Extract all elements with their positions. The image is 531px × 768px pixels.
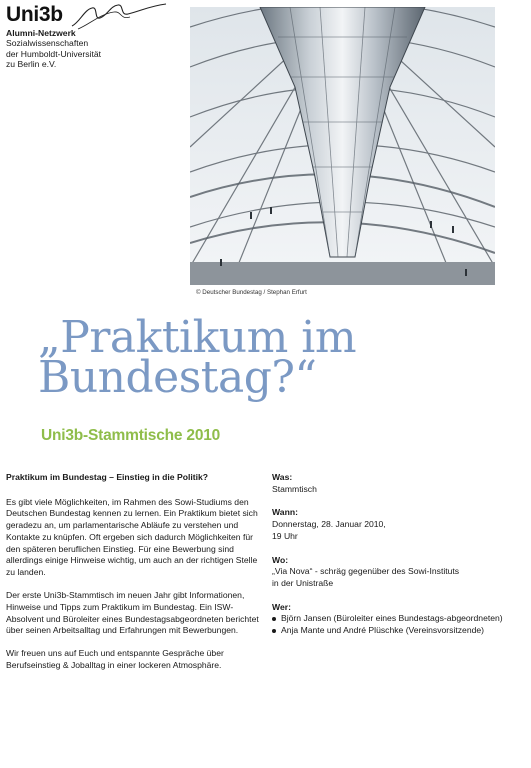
dome-illustration [190, 7, 495, 285]
photo-credit: © Deutscher Bundestag / Stephan Erfurt [196, 289, 307, 296]
description-paragraph: Wir freuen uns auf Euch und entspannte Gespräche über Berufseinstieg & Joballtag in einer lockeren Atmosphäre. [6, 648, 224, 671]
description-column [6, 472, 264, 683]
when-label: Wann: [272, 507, 298, 518]
description-heading: Praktikum im Bundestag – Einstieg in die Politik? [6, 472, 208, 482]
logo-line-alumni: Alumni-Netzwerk [6, 28, 76, 38]
who-block [272, 602, 527, 637]
speaker-item [272, 613, 527, 625]
logo-brand: Uni3b [6, 3, 63, 26]
when-block [272, 507, 527, 542]
logo-line-sowi: Sozialwissenschaften [6, 38, 89, 49]
title-line-2: Bundestag?“ [38, 352, 317, 403]
where-venue: „Via Nova“ - schräg gegenüber des Sowi-Instituts [272, 566, 460, 577]
speaker-text: Anja Mante und André Plüschke (Vereinsvorsitzende) [281, 625, 485, 636]
when-date: Donnerstag, 28. Januar 2010, [272, 519, 386, 530]
where-block [272, 555, 527, 590]
speaker-text: Björn Jansen (Büroleiter eines Bundestags-abgeordneten) [281, 613, 503, 624]
description-paragraph: Es gibt viele Möglichkeiten, im Rahmen des Sowi-Studiums den Deutschen Bundestag kennen zu lernen. Ein Praktikum bietet sich geradezu an, um parlamentarische Abläufe zu verstehen und Kontakte zu knüpfen. Oft ergeben sich dadurch Möglichkeiten für den späteren beruflichen Einstieg. Für eine Bewerbung sind allerdings einige Hinweise wichtig, um auch an der richtigen Stelle zu landen. [6, 496, 258, 577]
speaker-list [272, 613, 527, 636]
description-paragraph: Der erste Uni3b-Stammtisch im neuen Jahr gibt Informationen, Hinweise und Tipps zum Praktikum im Bundestag. Ein ISW-Absolvent und Büroleiter eines Bundestagsabgeordneten berichtet über seinen Arbeitsalltag und Erfahrungen mit Bewerbungen. [6, 590, 259, 636]
where-label: Wo: [272, 554, 289, 565]
reichstag-dome-photo [190, 7, 495, 285]
event-series-subtitle: Uni3b-Stammtische 2010 [41, 427, 221, 444]
signature-swoosh-icon [70, 2, 170, 32]
what-label: Was: [272, 472, 293, 482]
where-street: in der Unistraße [272, 577, 334, 588]
what-block [272, 472, 527, 495]
logo-line-berlin: zu Berlin e.V. [6, 59, 57, 70]
logo [6, 4, 176, 94]
what-value: Stammtisch [272, 483, 317, 494]
bullet-icon [272, 617, 276, 621]
speaker-item [272, 625, 527, 637]
who-label: Wer: [272, 601, 291, 612]
event-details-column [272, 472, 527, 649]
when-time: 19 Uhr [272, 530, 298, 541]
title-line-1: „Praktikum im [38, 312, 357, 363]
logo-line-hu: der Humboldt-Universität [6, 48, 102, 59]
bullet-icon [272, 629, 276, 633]
